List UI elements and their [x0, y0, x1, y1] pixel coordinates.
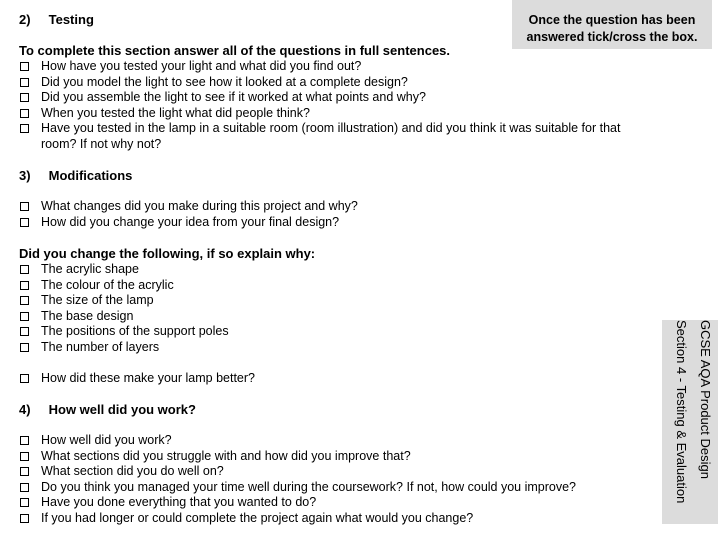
checkbox[interactable]: [20, 498, 29, 507]
list-item: The number of layers: [19, 340, 639, 356]
checkbox[interactable]: [20, 218, 29, 227]
list-item: What section did you do well on?: [19, 464, 649, 480]
list-item: How well did you work?: [19, 433, 649, 449]
section-2-intro: To complete this section answer all of the questions in full sentences.: [19, 43, 451, 58]
list-item: Do you think you managed your time well during the coursework? If not, how could you improve?: [19, 480, 649, 496]
section-4-title: How well did you work?: [48, 402, 196, 417]
checkbox[interactable]: [20, 467, 29, 476]
checkbox[interactable]: [20, 452, 29, 461]
section-4-heading: [19, 402, 196, 417]
checkbox[interactable]: [20, 483, 29, 492]
list-item: If you had longer or could complete the project again what would you change?: [19, 511, 649, 527]
section-4-list: [19, 433, 649, 527]
checkbox[interactable]: [20, 374, 29, 383]
list-item: Did you assemble the light to see if it worked at what points and why?: [19, 90, 649, 106]
sidebar-banner: [662, 320, 718, 524]
better-list: [19, 371, 639, 387]
checkbox[interactable]: [20, 265, 29, 274]
checkbox[interactable]: [20, 78, 29, 87]
list-item: The size of the lamp: [19, 293, 639, 309]
change-list: [19, 262, 639, 356]
change-heading: Did you change the following, if so explain why:: [19, 246, 316, 261]
list-item: How did these make your lamp better?: [19, 371, 639, 387]
list-item: How have you tested your light and what did you find out?: [19, 59, 649, 75]
section-3-number: 3): [19, 168, 31, 183]
callout-line-2: answered tick/cross the box.: [526, 30, 698, 44]
list-item: What changes did you make during this project and why?: [19, 199, 649, 215]
checkbox[interactable]: [20, 436, 29, 445]
instruction-callout: [512, 0, 712, 49]
list-item: The positions of the support poles: [19, 324, 639, 340]
list-item: The base design: [19, 309, 639, 325]
list-item: Have you tested in the lamp in a suitable room (room illustration) and did you think it was suitable for that room? If not why not?: [19, 121, 649, 152]
checkbox[interactable]: [20, 327, 29, 336]
list-item: How did you change your idea from your final design?: [19, 215, 649, 231]
section-2-number: 2): [19, 12, 31, 27]
checkbox[interactable]: [20, 109, 29, 118]
list-item: Have you done everything that you wanted to do?: [19, 495, 649, 511]
checkbox[interactable]: [20, 312, 29, 321]
list-item: Did you model the light to see how it looked at a complete design?: [19, 75, 649, 91]
section-3-heading: [19, 168, 132, 183]
section-2-title: Testing: [48, 12, 94, 27]
section-2-list: [19, 59, 649, 153]
section-4-number: 4): [19, 402, 31, 417]
checkbox[interactable]: [20, 343, 29, 352]
checkbox[interactable]: [20, 514, 29, 523]
checkbox[interactable]: [20, 62, 29, 71]
list-item: The colour of the acrylic: [19, 278, 639, 294]
section-3-list: [19, 199, 649, 230]
section-3-title: Modifications: [48, 168, 133, 183]
checkbox[interactable]: [20, 281, 29, 290]
section-2-heading: [19, 12, 94, 27]
checkbox[interactable]: [20, 296, 29, 305]
sidebar-course-title: GCSE AQA Product Design: [698, 320, 713, 479]
list-item: When you tested the light what did people think?: [19, 106, 649, 122]
callout-line-1: Once the question has been: [528, 13, 696, 27]
list-item: The acrylic shape: [19, 262, 639, 278]
sidebar-section-title: Section 4 - Testing & Evaluation: [674, 320, 689, 504]
checkbox[interactable]: [20, 93, 29, 102]
checkbox[interactable]: [20, 202, 29, 211]
checkbox[interactable]: [20, 124, 29, 133]
list-item: What sections did you struggle with and how did you improve that?: [19, 449, 649, 465]
